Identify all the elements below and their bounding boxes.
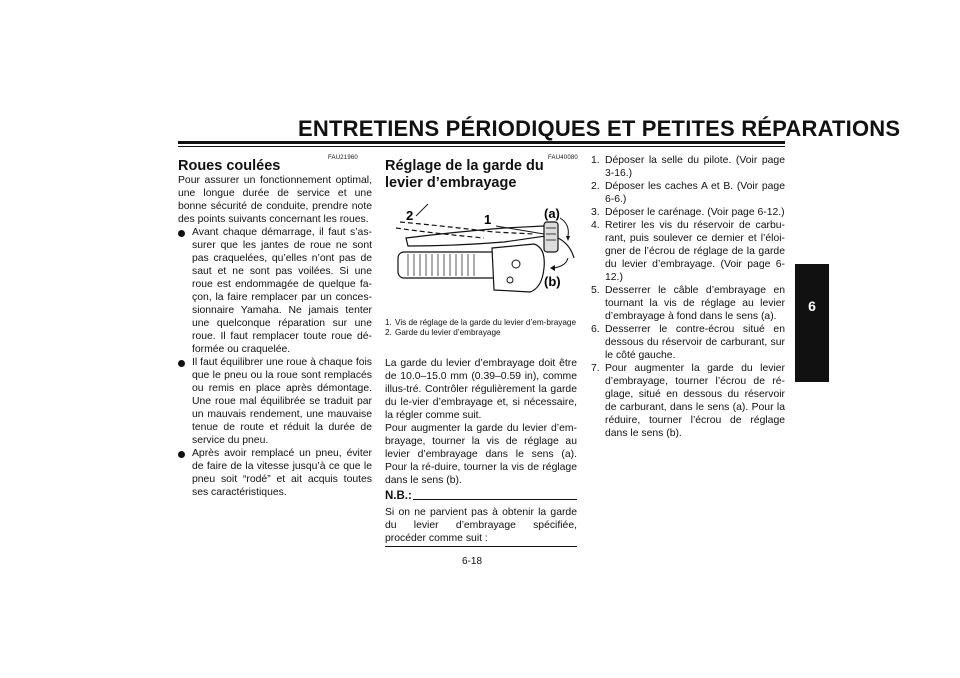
step-text: Desserrer le contre-écrou situé en dessous du réservoir de carburant, sur le côté gauche. [605,324,785,361]
figure-label-1: 1 [484,212,492,227]
caption-number: 1. [385,318,392,327]
step-number: 7. [591,363,600,374]
bullet-dot-icon [178,230,185,237]
bullet-dot-icon [178,360,185,367]
caption-text: Garde du levier d’embrayage [395,328,501,337]
figure-label-2: 2 [406,208,414,223]
section-code-wheels: FAU21960 [328,155,358,161]
step-text: Déposer les caches A et B. (Voir page 6-6.) [605,181,785,205]
wheels-intro: Pour assurer un fonctionnement optimal, une longue durée de service et une bonne sécurité de conduite, prendre note des points suivants concernant les roues. [178,175,372,225]
note-bottom-rule [385,546,577,547]
wheel-bullet [178,447,372,499]
bullet-text: Après avoir remplacé un pneu, éviter de faire de la vitesse jusqu’à ce que le pneu soit “rodé” et ait acquis toutes ses caractéristiques. [192,448,372,498]
note-title: N.B.: [385,490,412,502]
step-text: Retirer les vis du réservoir de carbu-rant, puis soulever ce dernier et l’éloi-gner de l’écrou de réglage de la garde du levier d’embrayage. (Voir page 6-12.) [605,220,785,283]
header-rule-thin [178,146,785,147]
step-number: 1. [591,155,600,166]
procedure-steps [591,154,785,440]
wheels-text [178,174,372,499]
step-text: Déposer la selle du pilote. (Voir page 3-16.) [605,155,785,179]
figure-label-b: (b) [544,274,561,289]
bullet-text: Il faut équilibrer une roue à chaque fois que le pneu ou la roue sont remplacés ou remis en place après démontage. Une roue mal équilibrée se traduit par un mauvais rendement, une mauvaise tenue de route et réduit la durée de service du pneu. [192,357,372,446]
caption-item [385,328,577,338]
step-text: Déposer le carénage. (Voir page 6-12.) [605,207,785,218]
step-number: 3. [591,207,600,218]
step-item [591,154,785,180]
heading-clutch: Réglage de la garde du levier d’embrayage [385,158,544,191]
step-item [591,206,785,219]
clutch-lever-illustration [384,198,578,306]
step-item [591,284,785,323]
step-number: 2. [591,181,600,192]
figure-captions [385,318,577,338]
page-title: ENTRETIENS PÉRIODIQUES ET PETITES RÉPARATIONS [298,116,901,141]
chapter-tab: 6 [795,264,829,382]
section-code-clutch: FAU40080 [548,155,578,161]
heading-wheels: Roues coulées [178,158,281,174]
step-text: Pour augmenter la garde du levier d’embrayage, tourner l’écrou de ré-glage, situé en dessous du réservoir de carburant, dans le sens (a). Pour la réduire, tourner l’écrou de réglage dans le sens (b). [605,363,785,439]
step-item [591,180,785,206]
step-number: 4. [591,220,600,231]
clutch-para-1: La garde du levier d’embrayage doit être de 10.0–15.0 mm (0.39–0.59 in), comme illus-tré. Contrôler régulièrement la garde du le-vier d’embrayage et, si nécessaire, la régler comme suit. [385,358,577,421]
caption-number: 2. [385,328,392,337]
page-number: 6-18 [462,556,483,567]
bullet-dot-icon [178,451,185,458]
step-number: 6. [591,324,600,335]
step-item [591,362,785,440]
clutch-para-2: Pour augmenter la garde du levier d’em-brayage, tourner la vis de réglage au levier d’embrayage dans le sens (a). Pour la ré-duire, tourner la vis de réglage dans le sens (b). [385,423,577,486]
clutch-text [385,357,577,487]
step-text: Desserrer le câble d’embrayage en tournant la vis de réglage au levier d’embrayage à fond dans le sens (a). [605,285,785,322]
step-item [591,219,785,284]
bullet-text: Avant chaque démarrage, il faut s’as-surer que les jantes de roue ne sont pas craquelées, qu’elles n’ont pas de saut et ne sont pas voilées. Si une roue est endommagée de quelque fa-çon, la faire remplacer par un conces-sionnaire Yamaha. Ne jamais tenter une quelconque réparation sur une roue. Il faut remplacer toute roue dé-formée ou craquelée. [192,227,372,355]
caption-item [385,318,577,328]
step-item [591,323,785,362]
header-rule-thick [178,141,785,144]
wheel-bullet [178,226,372,356]
caption-text: Vis de réglage de la garde du levier d’em-brayage [395,318,576,327]
note-rule [413,499,577,500]
wheel-bullet [178,356,372,447]
figure-label-a: (a) [544,206,560,221]
note-text: Si on ne parvient pas à obtenir la garde du levier d’embrayage spécifiée, procéder comme suit : [385,507,577,544]
step-number: 5. [591,285,600,296]
